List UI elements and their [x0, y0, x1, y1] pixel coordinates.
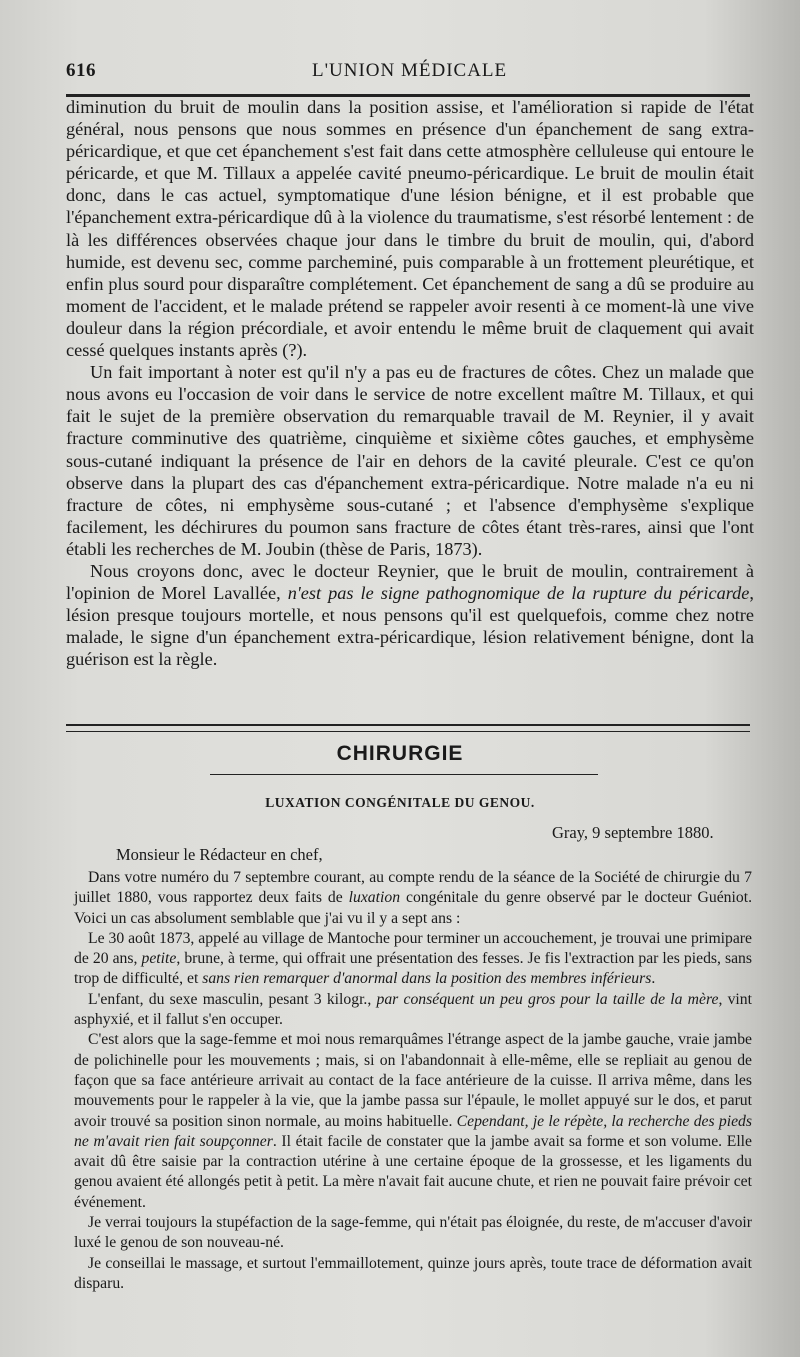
- section-title-rule: [210, 774, 598, 775]
- salutation: Monsieur le Rédacteur en chef,: [116, 845, 323, 864]
- italic-run: Cependant, je le répète, la recherche des pieds ne m'avait rien fait soupçonner: [74, 1112, 752, 1150]
- article-title: LUXATION CONGÉNITALE DU GENOU.: [265, 795, 535, 810]
- letter-paragraph-4: [74, 1030, 752, 1213]
- conclusion-text-end: , lésion presque toujours mortelle, et nous pensons qu'il est quelquefois, comme chez notre malade, le signe d'un épanchement extra-péricardique, lésion relativement bénigne, dont la guérison est la règle.: [66, 583, 754, 670]
- letter-paragraph-2: [74, 929, 752, 990]
- text-run: Dans votre numéro du 7 septembre courant, au compte rendu de la séance de la Société de chirurgie du 7 juillet 1880, vous rapportez deux faits de: [74, 869, 752, 907]
- text-run: , brune, à terme, qui offrait une présentation des fesses. Je fis l'extraction par les pieds, sans trop de difficulté, et: [74, 950, 753, 988]
- text-run: .: [651, 970, 656, 988]
- running-head: L'UNION MÉDICALE: [312, 60, 508, 81]
- paragraph-conclusion: [66, 560, 754, 670]
- section-title: CHIRURGIE: [336, 742, 464, 765]
- letter-paragraph-1: [74, 868, 752, 929]
- italic-run: petite: [141, 950, 177, 968]
- conclusion-text: Nous croyons donc, avec le docteur Reynier, que le bruit de moulin, contrairement à l'opinion de Morel Lavallée,: [66, 560, 754, 604]
- text-run: congénitale du genre observé par le docteur Guéniot. Voici un cas absolument semblable que j'ai vu il y a sept ans :: [74, 889, 752, 927]
- letter-paragraph-5: Je verrai toujours la stupéfaction de la sage-femme, qui n'était pas éloignée, du reste, de m'accuser d'avoir luxé le genou de son nouveau-né.: [74, 1214, 752, 1252]
- text-run: Le 30 août 1873, appelé au village de Mantoche pour terminer un accouchement, je trouvai une primipare de 20 ans,: [74, 929, 752, 968]
- paragraph-fractures: Un fait important à noter est qu'il n'y a pas eu de fractures de côtes. Chez un malade que nous avons eu l'occasion de voir dans le service de notre excellent maître M. Tillaux, et qui fait le sujet de la première observation du remarquable travail de M. Reynier, il y avait fracture comminutive des quatrième, cinquième et sixième côtes gauches, et emphysème sous-cutané indiquant la présence de l'air en dehors de la cavité pleurale. C'est ce qu'on observe dans la plupart des cas d'épanchement extra-péricardique. Notre malade n'a eu ni fracture de côtes, ni emphysème sous-cutané ; et l'absence d'emphysème s'explique facilement, les déchirures du poumon sans fracture de côtes étant très-rares, ainsi que l'ont établi les recherches de M. Joubin (thèse de Paris, 1873).: [66, 362, 754, 559]
- text-run: . Il était facile de constater que la jambe avait sa forme et son volume. Elle avait dû être saisie par la contraction utérine à une certaine époque de la grossesse, et les ligaments du genou avaient été allongés petit à petit. La mère n'avait fait aucune chute, et rien ne pouvait faire prévoir cet événement.: [74, 1132, 752, 1211]
- article-continuation: [66, 96, 754, 670]
- letter-paragraph-3: [74, 990, 752, 1031]
- letter-body: [74, 868, 752, 1294]
- page-header: [66, 58, 746, 86]
- conclusion-italic: n'est pas le signe pathognomique de la rupture du péricarde: [287, 583, 750, 604]
- letter-paragraph-6: Je conseillai le massage, et surtout l'emmaillotement, quinze jours après, toute trace de déformation avait disparu.: [74, 1254, 752, 1292]
- text-run: C'est alors que la sage-femme et moi nous remarquâmes l'étrange aspect de la jambe gauche, vraie jambe de polichinelle pour les mouvements ; mais, si on l'abandonnait à elle-même, elle se repliait au genou de façon que sa face antérieure arrivait au contact de la face antérieure de la cuisse. Il arriva même, dans les mouvements pour le rappeler à la vie, que la jambe passa sur l'épaule, le mollet appuyé sur le dos, et parut avoir trouvé sa position sinon normale, au moins habituelle.: [74, 1031, 752, 1130]
- italic-run: par conséquent un peu gros pour la taille de la mère: [376, 990, 719, 1008]
- section-divider: [66, 724, 750, 732]
- text-run: L'enfant, du sexe masculin, pesant 3 kilogr.,: [88, 990, 377, 1008]
- text-run: , vint asphyxié, et il fallut s'en occuper.: [74, 990, 752, 1029]
- italic-run: sans rien remarquer d'anormal dans la position des membres inférieurs: [202, 970, 652, 988]
- paragraph-bruit-de-moulin: diminution du bruit de moulin dans la position assise, et l'amélioration si rapide de l'état général, nous pensons que nous sommes en présence d'un épanchement de sang extra-péricardique, et que cet épanchement s'est fait dans cette atmosphère celluleuse qui entoure le péricarde, et que M. Tillaux a appelée cavité pneumo-péricardique. Le bruit de moulin était donc, dans le cas actuel, symptomatique d'une lésion bénigne, et il est probable que l'épanchement extra-péricardique dû à la violence du traumatisme, s'est résorbé lentement : de là les différences observées chaque jour dans le timbre du bruit de moulin, qui, d'abord humide, est devenu sec, comme parcheminé, puis comparable à un frottement pleurétique, et enfin plus sourd pour disparaître complétement. Cet épanchement de sang a dû se produire au moment de l'accident, et le malade prétend se rappeler avoir resenti à ce moment-là une vive douleur dans la région précordiale, et avoir entendu le même bruit de claquement qui avait cessé quelques instants après (?).: [66, 97, 754, 361]
- italic-run: luxation: [348, 889, 401, 907]
- page-number: 616: [66, 60, 96, 81]
- dateline: Gray, 9 septembre 1880.: [552, 823, 714, 842]
